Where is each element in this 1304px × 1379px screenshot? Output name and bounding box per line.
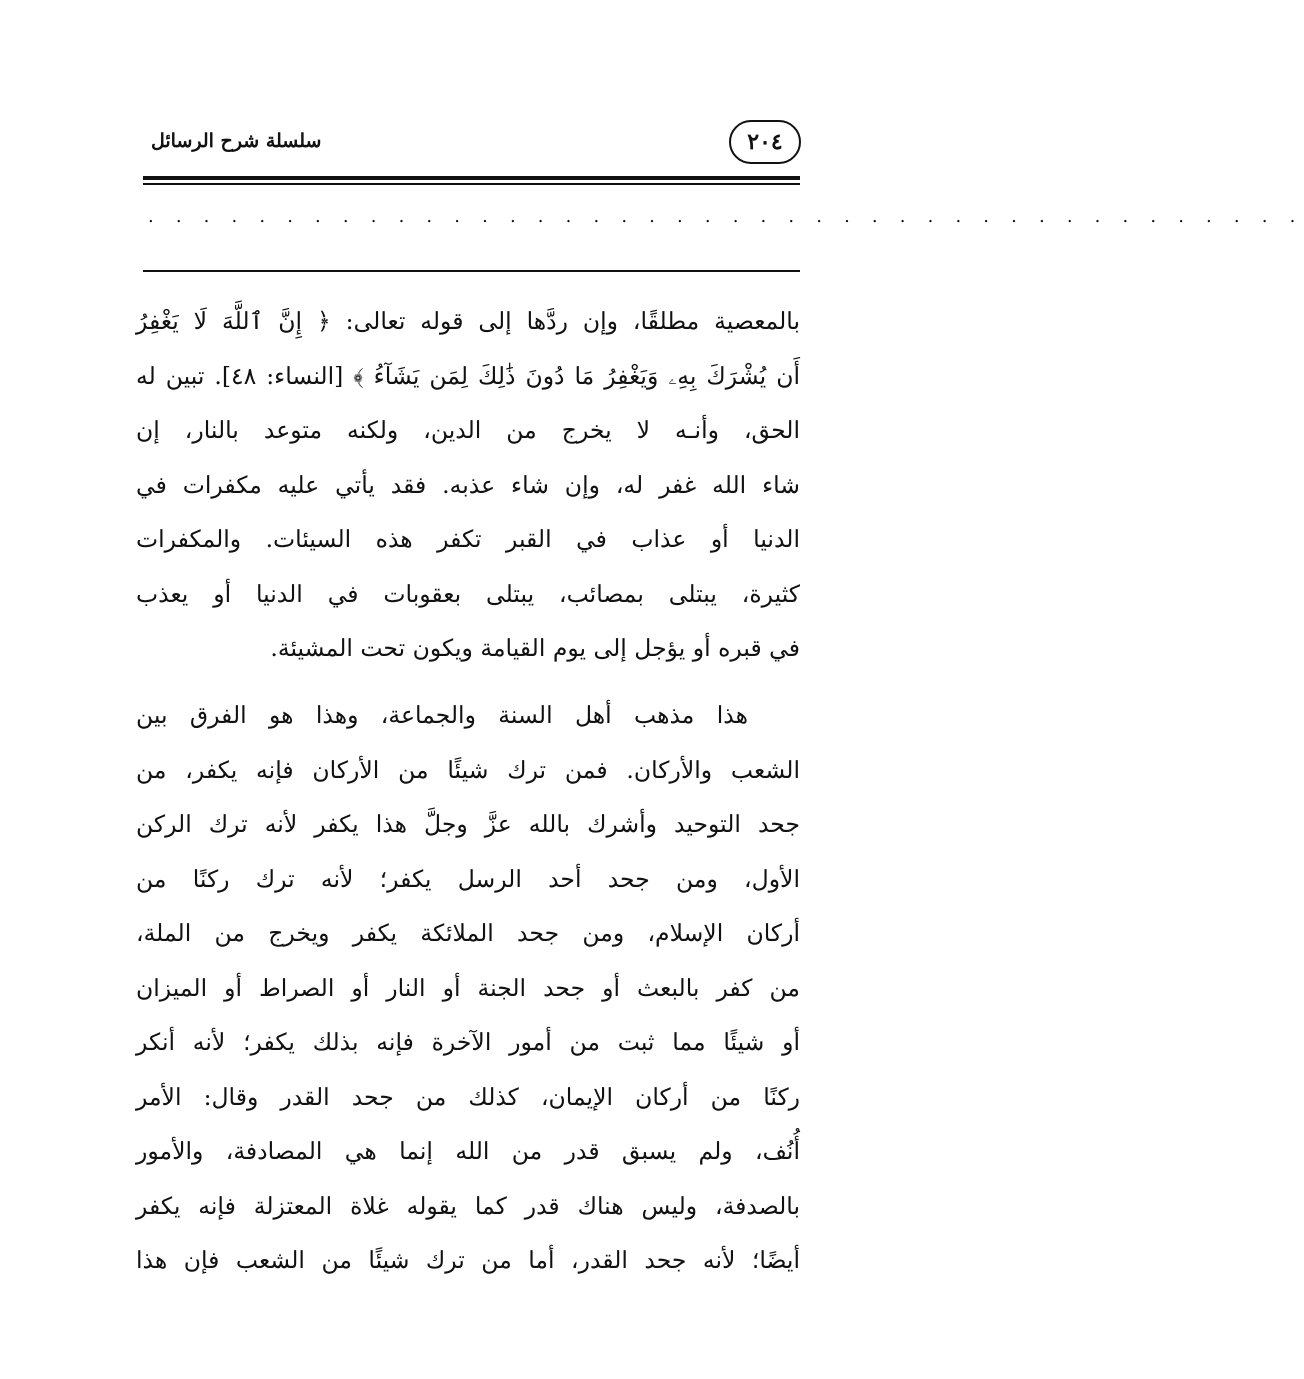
text-line: أُنُف، ولم يسبق قدر من الله إنما هي المصادفة، والأمور bbox=[136, 1137, 800, 1165]
text-line: أيضًا؛ لأنه جحد القدر، أما من ترك شيئًا من الشعب فإن هذا bbox=[136, 1246, 800, 1274]
page-number-badge: ٢٠٤ bbox=[729, 120, 801, 164]
text-line: أركان الإسلام، ومن جحد الملائكة يكفر ويخرج من الملة، bbox=[136, 919, 800, 947]
text-line: جحد التوحيد وأشرك بالله عزَّ وجلَّ هذا يكفر لأنه ترك الركن bbox=[136, 810, 800, 838]
text-line: بالصدفة، وليس هناك قدر كما يقوله غلاة المعتزلة فإنه يكفر bbox=[136, 1191, 800, 1220]
page-header bbox=[143, 112, 801, 174]
text-line: الشعب والأركان. فمن ترك شيئًا من الأركان فإنه يكفر، من bbox=[136, 755, 800, 784]
text-line: بالمعصية مطلقًا، وإن ردَّها إلى قوله تعالى: ﴿ إِنَّ ٱللَّهَ لَا يَغْفِرُ bbox=[136, 307, 800, 335]
omission-dots: . . . . . . . . . . . . . . . . . . . . . . . . . . . . . . . . . . . . . . . . . . bbox=[148, 206, 1304, 227]
series-title: سلسلة شرح الرسائل bbox=[151, 130, 322, 152]
text-line: أَن يُشْرَكَ بِهِۦ وَيَغْفِرُ مَا دُونَ ذَٰلِكَ لِمَن يَشَآءُ ﴾ [النساء: ٤٨]. تبين له bbox=[136, 361, 800, 390]
text-line: الدنيا أو عذاب في القبر تكفر هذه السيئات. والمكفرات bbox=[136, 525, 800, 553]
text-line: الأول، ومن جحد أحد الرسل يكفر؛ لأنه ترك ركنًا من bbox=[136, 864, 800, 893]
paragraph-1 bbox=[136, 294, 800, 676]
text-line: كثيرة، يبتلى بمصائب، يبتلى بعقوبات في الدنيا أو يعذب bbox=[136, 579, 800, 608]
text-line: هذا مذهب أهل السنة والجماعة، وهذا هو الفرق بين bbox=[136, 701, 748, 729]
text-line: في قبره أو يؤجل إلى يوم القيامة ويكون تحت المشيئة. bbox=[270, 634, 800, 662]
text-line: أو شيئًا مما ثبت من أمور الآخرة فإنه بذلك يكفر؛ لأنه أنكر bbox=[136, 1028, 800, 1056]
header-rule-thick bbox=[143, 176, 800, 180]
header-rule-thin bbox=[143, 183, 800, 185]
text-line: شاء الله غفر له، وإن شاء عذبه. فقد يأتي عليه مكفرات في bbox=[136, 470, 800, 499]
text-line: ركنًا من أركان الإيمان، كذلك من جحد القدر وقال: الأمر bbox=[136, 1082, 800, 1111]
text-line: من كفر بالبعث أو جحد الجنة أو النار أو الصراط أو الميزان bbox=[136, 973, 800, 1002]
section-divider bbox=[143, 270, 800, 272]
paragraph-2 bbox=[136, 688, 800, 1288]
text-line: الحق، وأنـه لا يخرج من الدين، ولكنه متوعد بالنار، إن bbox=[136, 416, 800, 444]
